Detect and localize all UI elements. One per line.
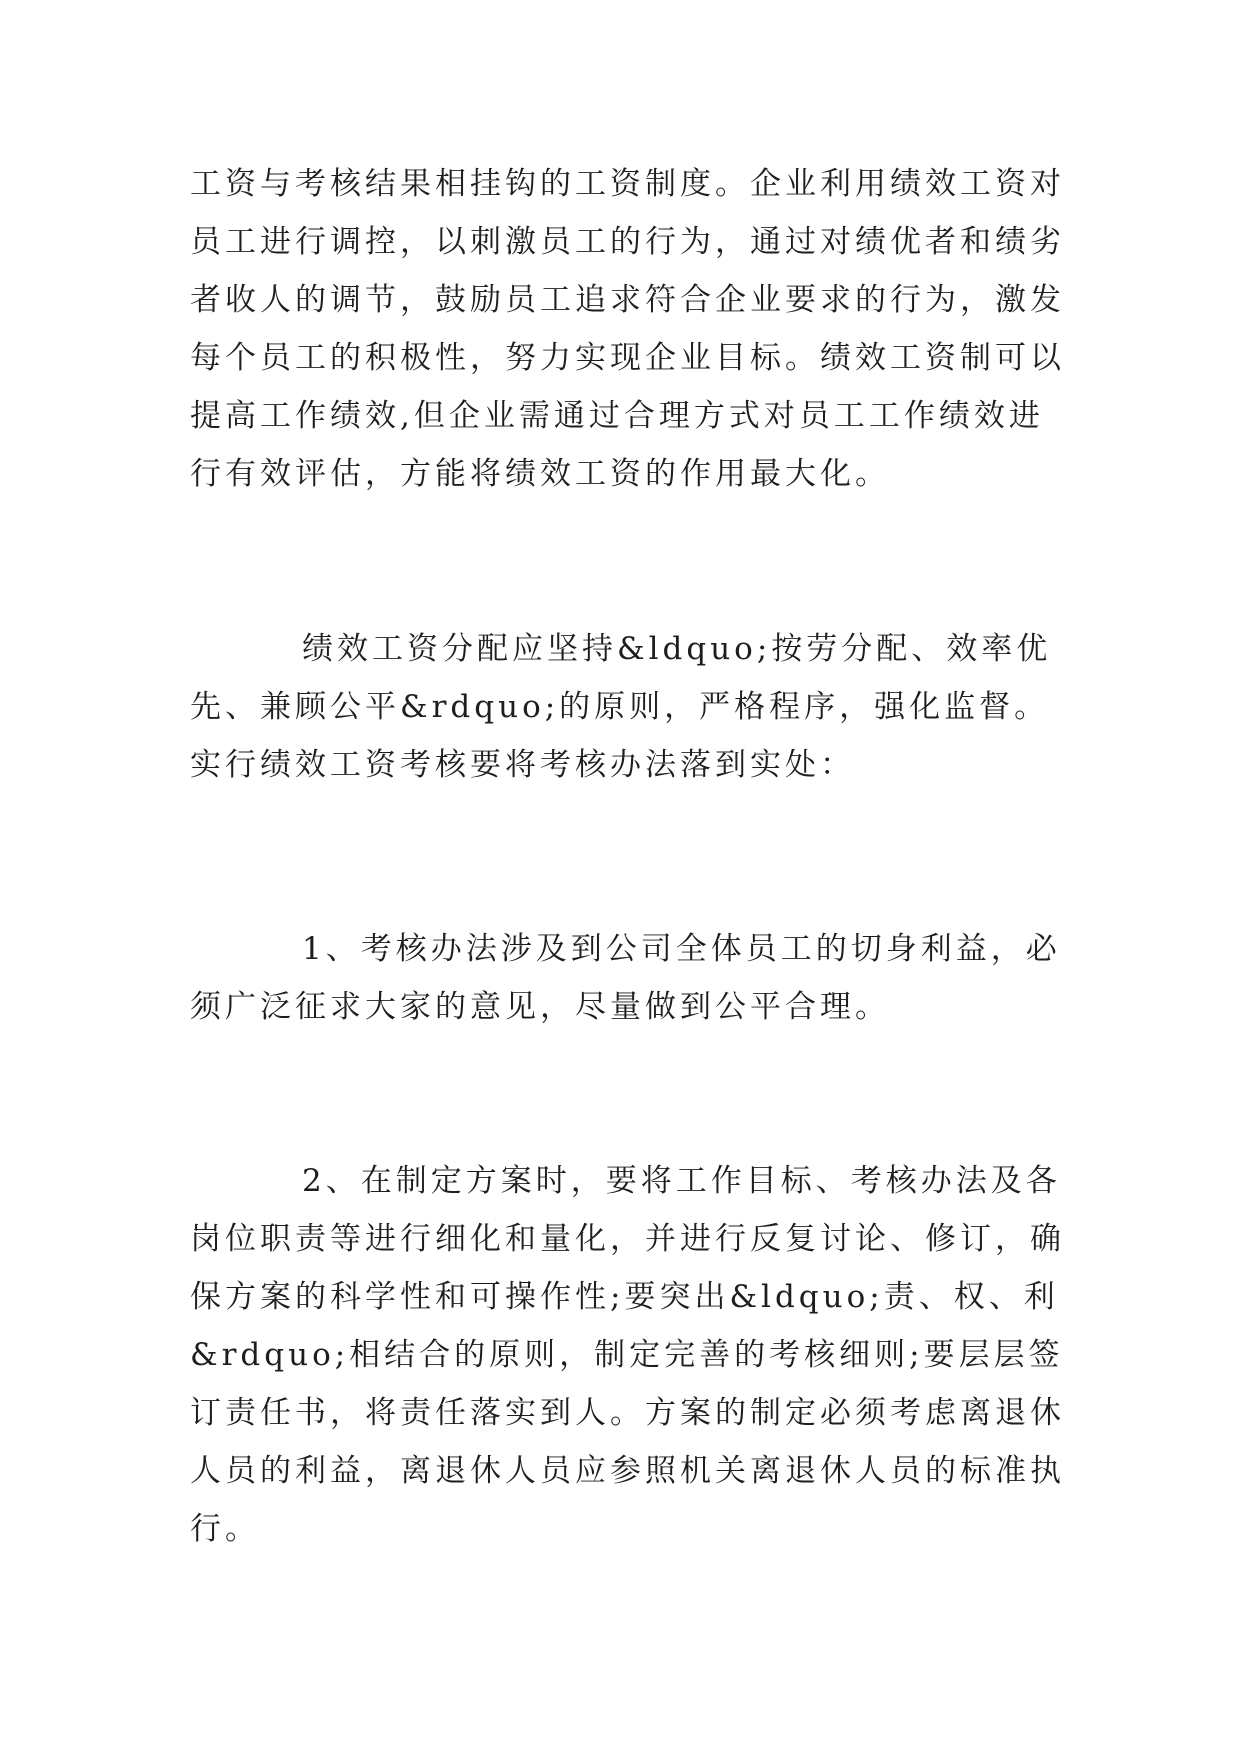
paragraph-performance-pay-definition: 工资与考核结果相挂钩的工资制度。企业利用绩效工资对员工进行调控，以刺激员工的行为，通过对绩优者和绩劣者收人的调节，鼓励员工追求符合企业要求的行为，激发每个员工的积极性，努力实现企业目标。绩效工资制可以提高工作绩效,但企业需通过合理方式对员工工作绩效进行有效评估，方能将绩效工资的作用最大化。 [190,166,1065,492]
paragraph-distribution-principle: 绩效工资分配应坚持&ldquo;按劳分配、效率优先、兼顾公平&rdquo;的原则，严格程序，强化监督。实行绩效工资考核要将考核办法落到实处： [190,631,1052,783]
paragraph-item-1: 1、考核办法涉及到公司全体员工的切身利益，必须广泛征求大家的意见，尽量做到公平合理。 [190,931,1061,1025]
paragraph-item-2: 2、在制定方案时，要将工作目标、考核办法及各岗位职责等进行细化和量化，并进行反复讨论、修订，确保方案的科学性和可操作性;要突出&ldquo;责、权、利&rdquo;相结合的原则，制定完善的考核细则;要层层签订责任书，将责任落实到人。方案的制定必须考虑离退休人员的利益，离退休人员应参照机关离退休人员的标准执行。 [190,1163,1065,1547]
